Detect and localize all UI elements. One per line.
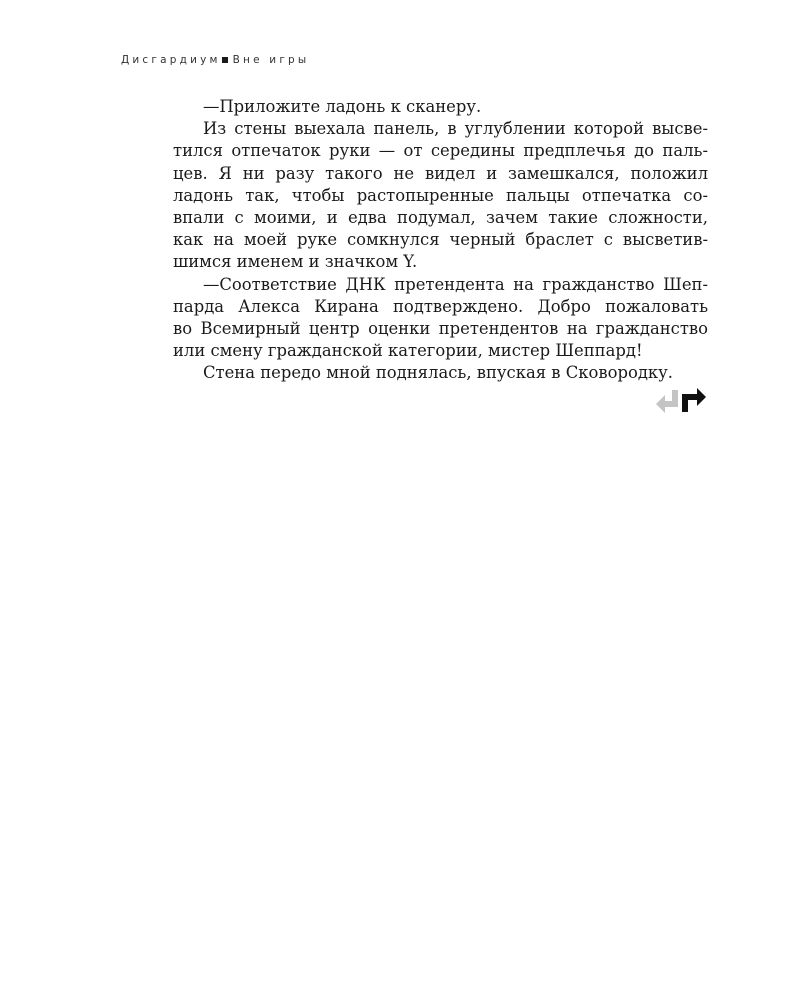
next-page-button[interactable] — [677, 384, 709, 423]
text-line: как на моей руке сомкнулся черный браслет с высветив- — [173, 230, 708, 250]
text-line: Стена передо мной поднялась, впуская в Сковородку. — [203, 363, 674, 383]
text-line: впали с моими, и едва подумал, зачем такие сложности, — [173, 207, 708, 227]
text-line: —Приложите ладонь к сканеру. — [203, 97, 482, 116]
page-navigation — [653, 384, 711, 420]
text-line: во Всемирный центр оценки претендентов на гражданство — [173, 318, 708, 338]
text-line: ладонь так, чтобы растопыренные пальцы отпечатка со- — [173, 185, 708, 205]
body-text — [173, 96, 708, 384]
text-line: цев. Я ни разу такого не видел и замешкался, положил — [173, 163, 708, 183]
arrow-turn-right-icon — [677, 384, 709, 418]
book-subtitle: Вне игры — [232, 54, 310, 66]
text-line: парда Алекса Кирана подтверждено. Добро пожаловать — [173, 296, 708, 316]
text-line: шимся именем и значком Y. — [173, 252, 418, 272]
header-separator-icon — [222, 57, 228, 63]
text-line: тился отпечаток руки — от середины предплечья до паль- — [173, 141, 708, 161]
text-line: Из стены выехала панель, в углублении которой высве- — [203, 119, 708, 139]
running-header — [121, 54, 309, 66]
text-line: или смену гражданской категории, мистер Шеппард! — [173, 341, 643, 361]
text-line: —Соответствие ДНК претендента на гражданство Шеп- — [203, 274, 708, 294]
book-title: Дисгардиум — [121, 54, 221, 66]
